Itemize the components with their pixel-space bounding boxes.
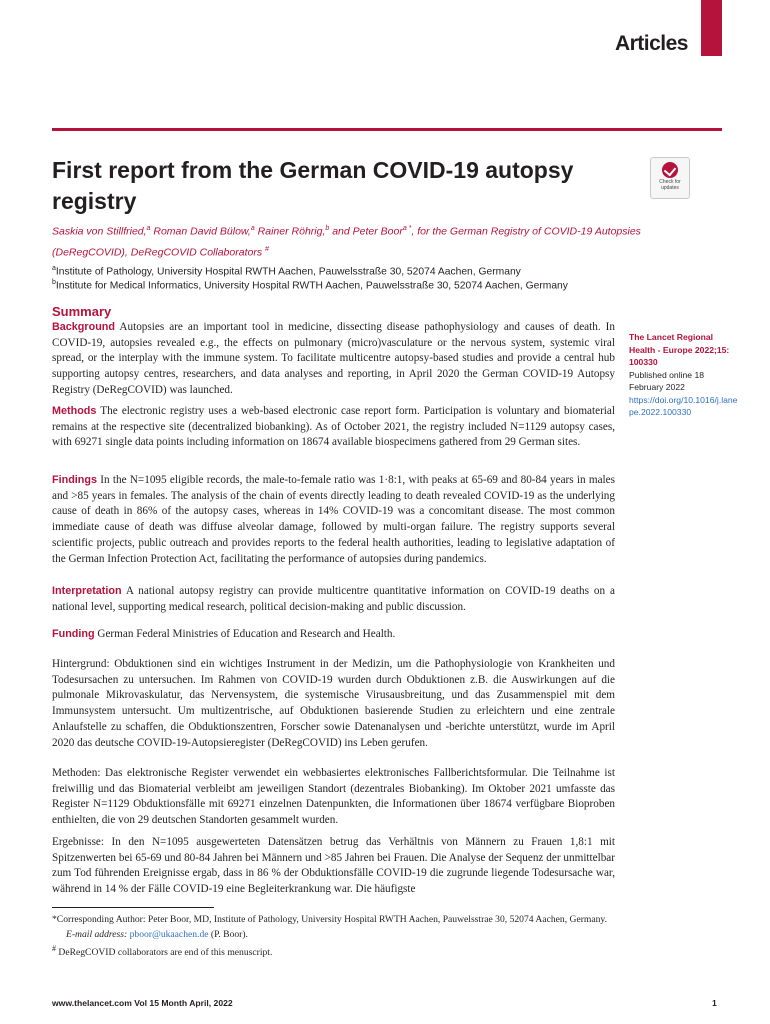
email-note — [52, 928, 615, 943]
methods-label: Methods — [52, 405, 97, 417]
author-affiliation-mark: a — [250, 225, 255, 232]
funding-label: Funding — [52, 628, 95, 640]
crossmark-icon — [662, 162, 678, 178]
crossmark-label-1: Check for — [659, 179, 681, 185]
doi-link[interactable]: https://doi.org/10.1016/j.lanepe.2022.100330 — [629, 394, 738, 417]
background-label: Background — [52, 321, 115, 333]
email-link[interactable]: pboor@ukaachen.de — [129, 928, 209, 940]
methods-text: The electronic registry uses a web-based electronic case report form. Participation is voluntary and biomaterial remains at the respective site (decentralized biobanking). As of October 2021, the registry included N=1129 autopsy cases, with 69271 single data points including information on 18674 available biospecimens gathered from 29 German sites. — [52, 405, 615, 449]
footnote-rule — [52, 907, 214, 908]
journal-citation: The Lancet Regional Health - Europe 2022;15: 100330 — [629, 332, 730, 367]
corresponding-author-note: *Corresponding Author: Peter Boor, MD, Institute of Pathology, University Hospital RWTH Aachen, Pauwelsstrae 30, 52074 Aachen, Germany. — [52, 914, 607, 925]
affiliation-mark: a — [52, 265, 56, 272]
german-ergebnisse: Ergebnisse: In den N=1095 ausgewerteten Datensätzen betrug das Verhältnis von Männern zu Frauen 1,8:1 mit Spitzenwerten bei 65-69 und 80-84 Jahren bei Männern und >85 Jahren bei Frauen. Die Analyse der Sequenz der unmittelbar zum Tod führenden Ereignisse ergab, dass in 86 % der Obduktionsfälle COVID-19 die zugrunde liegende Todesursache war, während in 14 % der Fälle COVID-19 eine Begleiterkrankung war. Die häufigste — [52, 836, 615, 896]
affiliation-mark: b — [52, 279, 56, 286]
published-date: Published online 18 February 2022 — [629, 369, 705, 392]
german-hintergrund: Hintergrund: Obduktionen sind ein wichtiges Instrument in der Medizin, um die Pathophysiologie von Krankheiten und Todesursachen zu untersuchen. Im Rahmen von COVID-19 wurden durch Obduktionen z.B. die Auswirkungen auf die pulmonale Mikrovaskulatur, das Nervensystem, die systemische Virusausbreitung, und das Zusammenspiel mit dem Immunsystem untersucht. Um multizentrische, auf Obduktionen basierende Studien zu erleichtern und eine zentrale Anlaufstelle zu schaffen, die Obduktionszentren, Forscher sowie Datenanalysen und -berichte unterstützt, wurde im April 2020 das deutsche COVID-19-Autopsieregister (DeRegCOVID) ins Leben gerufen. — [52, 658, 615, 749]
footnotes — [52, 913, 615, 961]
funding-text: German Federal Ministries of Education and Research and Health. — [94, 628, 396, 640]
article-info-sidebar — [629, 331, 739, 419]
affiliation-text: Institute for Medical Informatics, University Hospital RWTH Aachen, Pauwelsstraße 30, 52074 Aachen, Germany — [55, 280, 568, 292]
author-affiliation-mark: # — [265, 245, 269, 253]
summary-heading: Summary — [52, 304, 112, 319]
collaborators-note — [52, 942, 615, 961]
affiliation-text: Institute of Pathology, University Hospital RWTH Aachen, Pauwelsstraße 30, 52074 Aachen, Germany — [55, 266, 521, 278]
findings-label: Findings — [52, 474, 97, 486]
email-label: E-mail address: — [66, 928, 128, 940]
german-methoden: Methoden: Das elektronische Register verwendet ein webbasiertes elektronisches Fallberichtsformular. Die Teilnahme ist freiwillig und das Biomaterial verbleibt am jeweiligen Standort (dezentrales Biobanking). Im Oktober 2021 umfasste das Register N=1129 Obduktionsfälle mit 69271 einzelnen Datenpunkten, die Informationen über 18674 verfügbare Bioproben enthielten, die von 29 deutschen Standorten gesammelt wurden. — [52, 767, 615, 827]
summary-funding — [52, 627, 615, 643]
author-group[interactable]: , for the German Registry of COVID-19 Autopsies (DeRegCOVID), DeRegCOVID Collaborators — [52, 225, 641, 258]
check-for-updates-button[interactable] — [650, 157, 690, 199]
summary-interpretation — [52, 584, 615, 615]
findings-text: In the N=1095 eligible records, the male-to-female ratio was 1·8:1, with peaks at 65-69 and 80-84 years in males and >85 years in females. The analysis of the chain of events directly leading to death revealed COVID-19 as the underlying cause of death in 86% of the autopsy cases, whereas in 14% COVID-19 was a concomitant disease. The most common immediate cause of death was diffuse alveolar damage, followed by multi-organ failure. The registry supports several scientific projects, public outreach and provides reports to the federal health authorities, leading to legislative adaptation of the German Infection Protection Act, facilitating the performance of autopsies during pandemics. — [52, 474, 615, 565]
author-name[interactable]: Rainer Röhrig, — [254, 225, 326, 238]
header-rule — [52, 128, 722, 131]
collaborators-text: DeRegCOVID collaborators are end of this menuscript. — [58, 947, 273, 959]
footer-journal-info: www.thelancet.com Vol 15 Month April, 2022 — [52, 998, 233, 1008]
crossmark-label-2: updates — [661, 185, 679, 191]
author-affiliation-mark: b — [325, 225, 330, 232]
interpretation-label: Interpretation — [52, 585, 122, 597]
author-list — [52, 220, 672, 261]
author-affiliation-mark: a — [146, 225, 151, 232]
summary-background — [52, 320, 615, 399]
summary-findings — [52, 473, 615, 567]
author-name[interactable]: and Peter Boor — [329, 225, 403, 238]
interpretation-text: A national autopsy registry can provide multicentre quantitative information on COVID-19 deaths on a national level, supporting medical research, political decision-making and public discussion. — [52, 585, 615, 613]
section-label: Articles — [614, 32, 688, 55]
journal-color-stripe — [701, 0, 722, 56]
article-title: First report from the German COVID-19 autopsy registry — [52, 157, 574, 214]
author-name[interactable]: Saskia von Stillfried, — [52, 225, 147, 238]
email-suffix: (P. Boor). — [208, 928, 248, 940]
summary-methods — [52, 404, 615, 451]
author-name[interactable]: Roman David Bülow, — [150, 225, 251, 238]
background-text: Autopsies are an important tool in medicine, dissecting disease pathophysiology and causes of death. In COVID-19, autopsies revealed e.g., the effects on pulmonary (micro)vasculature or the nervous system, systemic viral spread, or the interplay with the immune system. To facilitate multicentre autopsy-based studies and provide a central hub supporting autopsy centres, researchers, and data analyses and reporting, in April 2020 the German COVID-19 Autopsy Registry (DeRegCOVID) was launched. — [52, 321, 615, 396]
page-number: 1 — [712, 998, 717, 1008]
author-affiliation-mark: a * — [402, 225, 412, 232]
affiliation-b — [52, 276, 568, 293]
collaborators-mark: # — [52, 944, 56, 953]
